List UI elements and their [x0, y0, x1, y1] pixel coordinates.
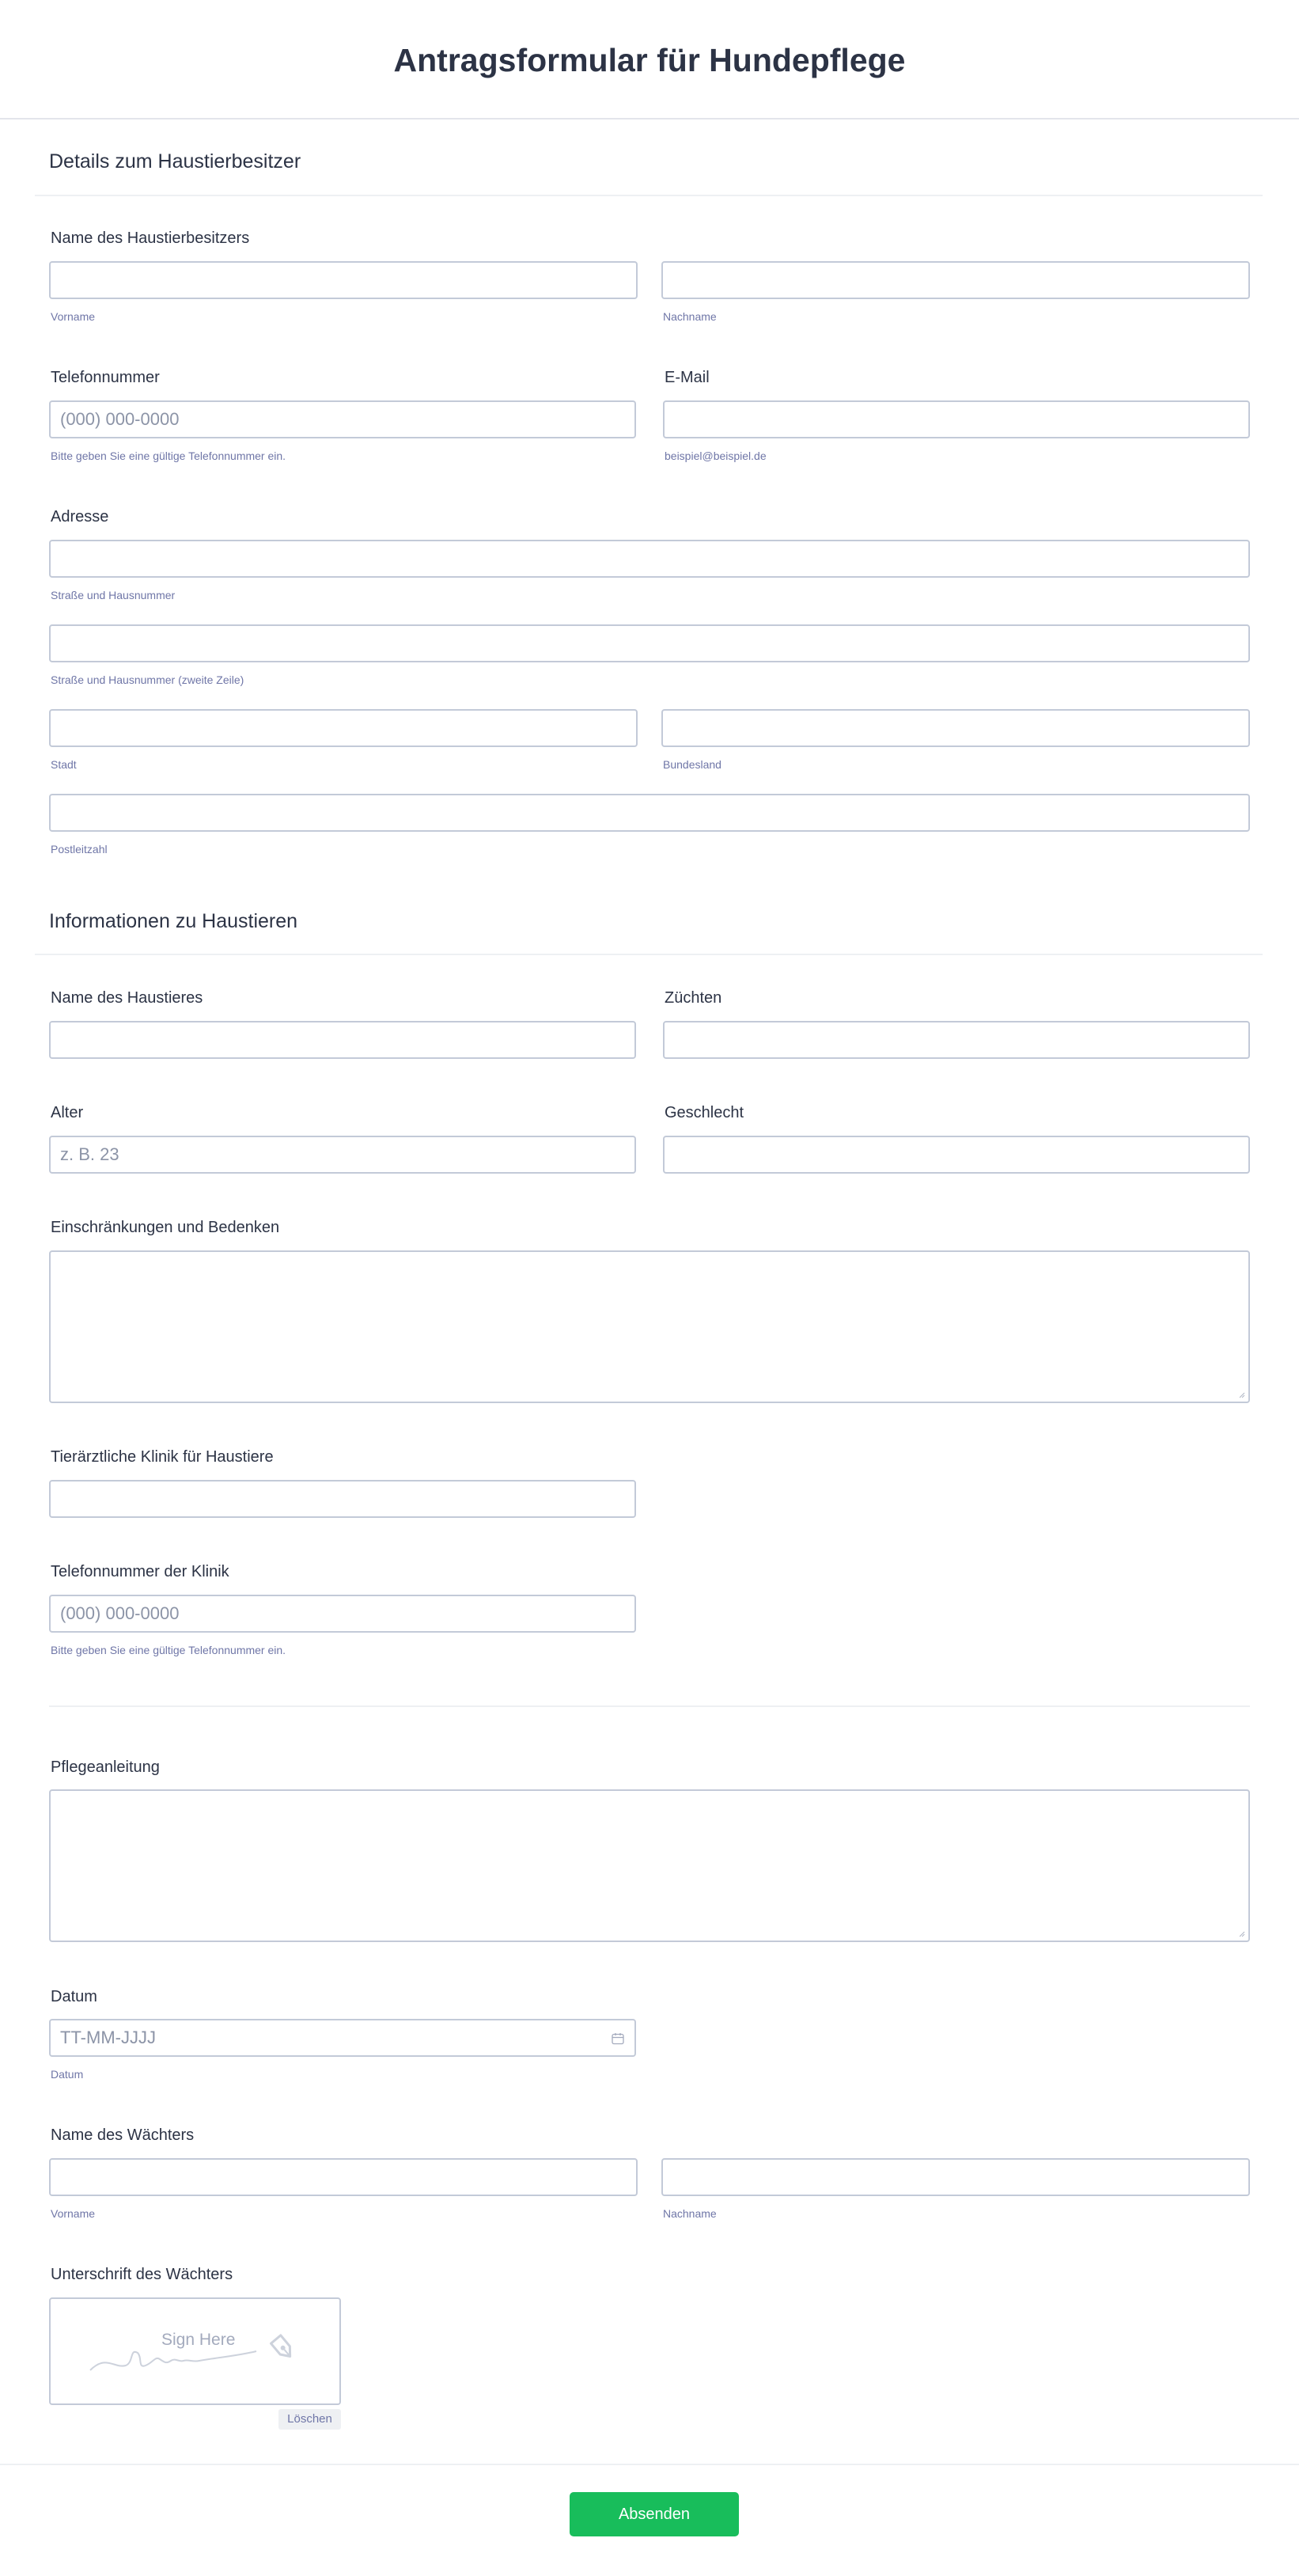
street-sublabel: Straße und Hausnummer [51, 589, 176, 601]
zip-input[interactable] [49, 794, 1250, 832]
submit-button[interactable]: Absenden [570, 2492, 739, 2536]
gender-input[interactable] [663, 1136, 1250, 1174]
phone-sublabel: Bitte geben Sie eine gültige Telefonnummer ein. [51, 450, 286, 462]
owner-first-name-input[interactable] [49, 261, 638, 299]
breeders-label: Züchten [665, 989, 722, 1007]
date-placeholder: TT-MM-JJJJ [60, 2028, 156, 2047]
date-label: Datum [51, 1988, 97, 2005]
zip-sublabel: Postleitzahl [51, 843, 108, 856]
header-divider [0, 118, 1299, 120]
guardian-last-name-input[interactable] [661, 2158, 1250, 2196]
street2-input[interactable] [49, 624, 1250, 662]
signature-placeholder: Sign Here [161, 2331, 236, 2349]
state-input[interactable] [661, 709, 1250, 747]
city-input[interactable] [49, 709, 638, 747]
state-sublabel: Bundesland [663, 758, 721, 771]
pet-name-label: Name des Haustieres [51, 989, 203, 1007]
clinic-phone-label: Telefonnummer der Klinik [51, 1563, 229, 1580]
pet-name-input[interactable] [49, 1021, 636, 1059]
signature-pad[interactable] [49, 2297, 341, 2405]
section-divider [35, 195, 1263, 196]
guardian-first-name-sublabel: Vorname [51, 2207, 96, 2220]
street-input[interactable] [49, 540, 1250, 578]
signature-label: Unterschrift des Wächters [51, 2266, 233, 2283]
section-title-pet: Informationen zu Haustieren [49, 910, 298, 932]
email-sublabel: beispiel@beispiel.de [665, 450, 767, 462]
street2-sublabel: Straße und Hausnummer (zweite Zeile) [51, 673, 244, 686]
city-sublabel: Stadt [51, 758, 77, 771]
guardian-first-name-input[interactable] [49, 2158, 638, 2196]
clinic-label: Tierärztliche Klinik für Haustiere [51, 1448, 274, 1466]
care-textarea[interactable] [49, 1789, 1250, 1942]
resize-handle-icon[interactable] [1237, 1390, 1245, 1398]
breeders-input[interactable] [663, 1021, 1250, 1059]
care-label: Pflegeanleitung [51, 1758, 160, 1776]
age-input[interactable]: z. B. 23 [49, 1136, 636, 1174]
address-label: Adresse [51, 508, 109, 525]
signature-clear-button[interactable]: Löschen [278, 2409, 341, 2430]
owner-last-name-sublabel: Nachname [663, 310, 717, 323]
date-sublabel: Datum [51, 2068, 84, 2081]
section-title-owner: Details zum Haustierbesitzer [49, 150, 301, 173]
section-divider [49, 1705, 1250, 1707]
clinic-phone-input[interactable]: (000) 000-0000 [49, 1595, 636, 1633]
age-label: Alter [51, 1104, 84, 1121]
clinic-phone-sublabel: Bitte geben Sie eine gültige Telefonnummer ein. [51, 1644, 286, 1656]
resize-handle-icon[interactable] [1237, 1929, 1245, 1937]
gender-label: Geschlecht [665, 1104, 744, 1121]
email-label: E-Mail [665, 369, 710, 386]
email-input[interactable] [663, 400, 1250, 438]
guardian-last-name-sublabel: Nachname [663, 2207, 717, 2220]
phone-label: Telefonnummer [51, 369, 160, 386]
footer-divider [0, 2464, 1299, 2465]
owner-first-name-sublabel: Vorname [51, 310, 96, 323]
guardian-name-label: Name des Wächters [51, 2126, 195, 2144]
form-title: Antragsformular für Hundepflege [393, 42, 906, 78]
phone-input[interactable]: (000) 000-0000 [49, 400, 636, 438]
owner-name-label: Name des Haustierbesitzers [51, 230, 250, 247]
section-divider [35, 954, 1263, 955]
owner-last-name-input[interactable] [661, 261, 1250, 299]
restrictions-label: Einschränkungen und Bedenken [51, 1219, 280, 1236]
restrictions-textarea[interactable] [49, 1250, 1250, 1403]
pen-icon [264, 2329, 301, 2365]
date-input[interactable] [49, 2019, 636, 2057]
clinic-input[interactable] [49, 1480, 636, 1518]
calendar-icon[interactable] [611, 2032, 625, 2046]
